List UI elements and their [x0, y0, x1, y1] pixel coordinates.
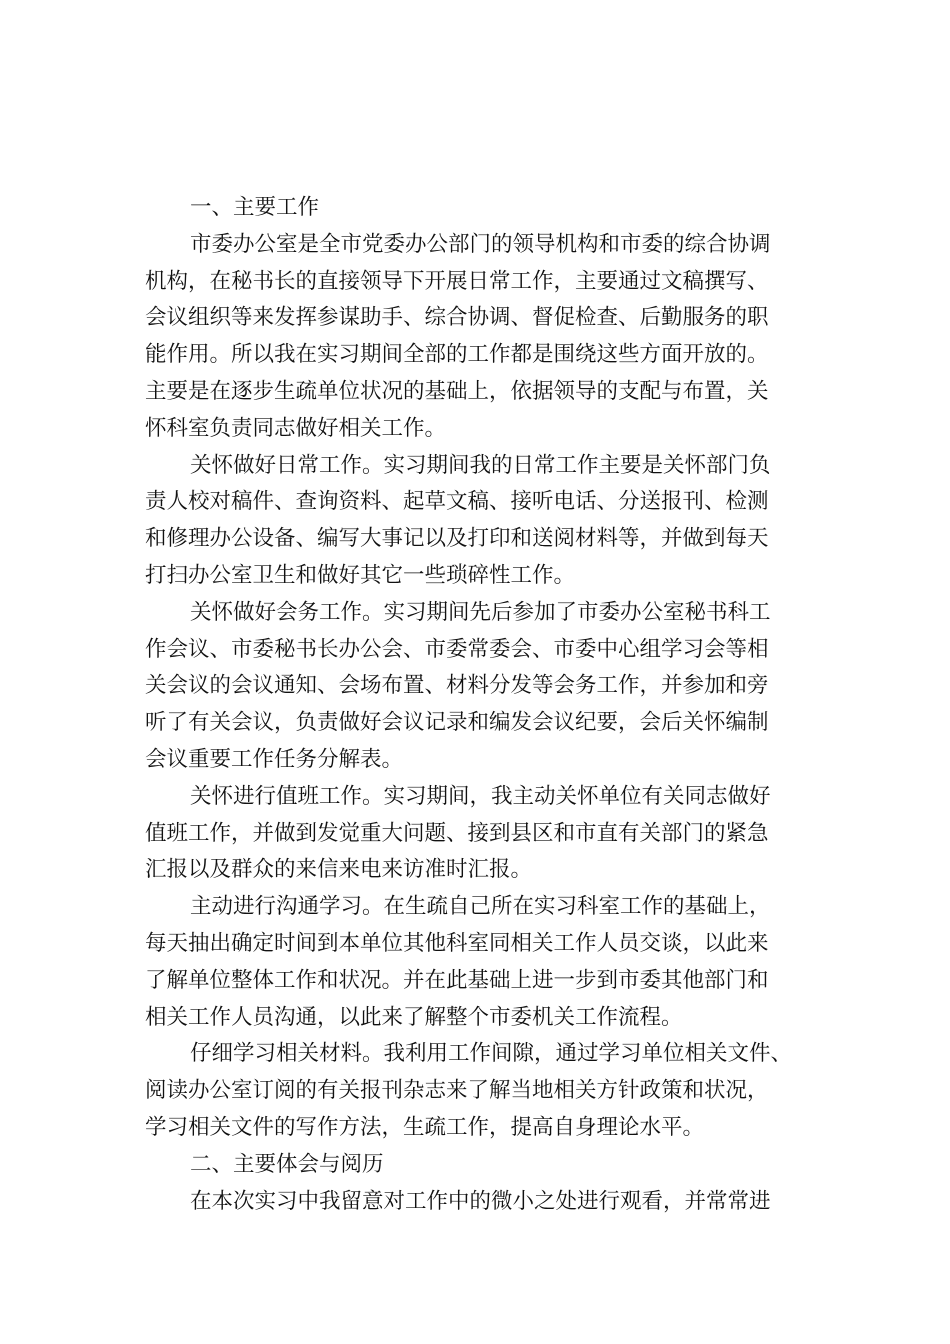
paragraph-line: 汇报以及群众的来信来电来访准时汇报。: [145, 857, 533, 883]
paragraph-line: 关怀做好会务工作。实习期间先后参加了市委办公室秘书科工: [190, 599, 771, 625]
paragraph-line: 打扫办公室卫生和做好其它一些琐碎性工作。: [145, 562, 576, 588]
paragraph-line: 关怀做好日常工作。实习期间我的日常工作主要是关怀部门负: [190, 452, 771, 478]
paragraph-line: 机构，在秘书长的直接领导下开展日常工作，主要通过文稿撰写、: [145, 268, 769, 294]
paragraph-line: 关会议的会议通知、会场布置、材料分发等会务工作，并参加和旁: [145, 673, 769, 699]
paragraph-line: 在本次实习中我留意对工作中的微小之处进行观看，并常常进: [190, 1188, 771, 1214]
paragraph-line: 主动进行沟通学习。在生疏自己所在实习科室工作的基础上，: [190, 894, 771, 920]
paragraph-line: 阅读办公室订阅的有关报刊杂志来了解当地相关方针政策和状况，: [145, 1078, 769, 1104]
heading-experience: 二、主要体会与阅历: [190, 1151, 384, 1177]
paragraph-line: 怀科室负责同志做好相关工作。: [145, 415, 447, 441]
paragraph-line: 作会议、市委秘书长办公会、市委常委会、市委中心组学习会等相: [145, 636, 769, 662]
paragraph-line: 相关工作人员沟通，以此来了解整个市委机关工作流程。: [145, 1004, 683, 1030]
paragraph-line: 市委办公室是全市党委办公部门的领导机构和市委的综合协调: [190, 231, 771, 257]
heading-main-work: 一、主要工作: [190, 195, 320, 220]
paragraph-line: 和修理办公设备、编写大事记以及打印和送阅材料等，并做到每天: [145, 526, 769, 552]
paragraph-line: 每天抽出确定时间到本单位其他科室同相关工作人员交谈，以此来: [145, 930, 769, 956]
paragraph-line: 能作用。所以我在实习期间全部的工作都是围绕这些方面开放的。: [145, 342, 769, 368]
document-body: [145, 190, 810, 1220]
paragraph-line: 主要是在逐步生疏单位状况的基础上，依据领导的支配与布置，关: [145, 378, 769, 404]
paragraph-line: 仔细学习相关材料。我利用工作间隙，通过学习单位相关文件、: [190, 1041, 793, 1067]
paragraph-line: 值班工作，并做到发觉重大问题、接到县区和市直有关部门的紧急: [145, 820, 769, 846]
paragraph-line: 关怀进行值班工作。实习期间，我主动关怀单位有关同志做好: [190, 783, 771, 809]
paragraph-line: 会议重要工作任务分解表。: [145, 746, 404, 772]
paragraph-line: 责人校对稿件、查询资料、起草文稿、接听电话、分送报刊、检测: [145, 489, 769, 515]
paragraph-line: 会议组织等来发挥参谋助手、综合协调、督促检查、后勤服务的职: [145, 305, 769, 331]
paragraph-line: 学习相关文件的写作方法，生疏工作，提高自身理论水平。: [145, 1114, 705, 1140]
paragraph-line: 了解单位整体工作和状况。并在此基础上进一步到市委其他部门和: [145, 967, 769, 993]
paragraph-line: 听了有关会议，负责做好会议记录和编发会议纪要，会后关怀编制: [145, 710, 769, 736]
